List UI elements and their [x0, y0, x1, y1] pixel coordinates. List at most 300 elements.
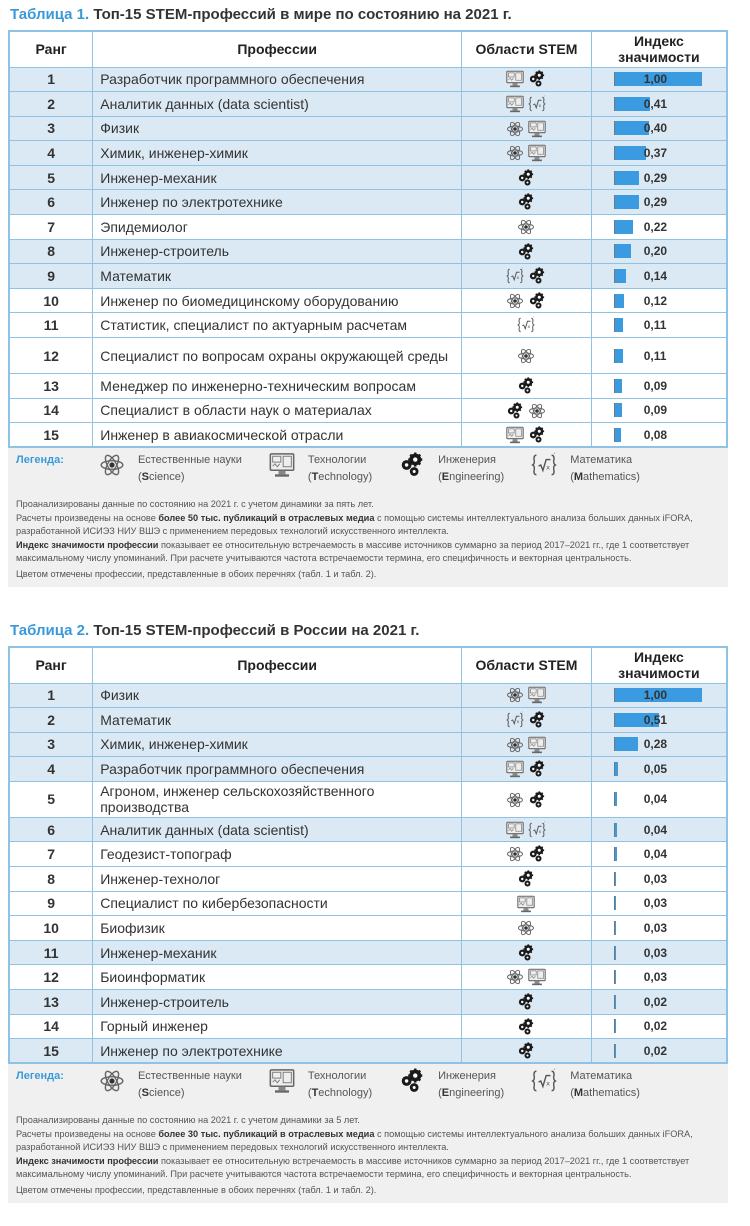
table-row — [9, 67, 727, 92]
index-cell — [591, 190, 727, 215]
legend — [16, 452, 720, 492]
svg-text:x: x — [516, 720, 520, 726]
note-text: показывает ее относительную встречаемость в массиве источников суммарно за период 2017–2021 гг., где 1 соответствует максимальному числу упоминаний. При расчете учитываются частота встречаемости термина, его специфичность и векторная центральность. — [16, 539, 690, 564]
engineering-icon — [516, 993, 536, 1011]
legend-label — [308, 1068, 372, 1102]
rank-cell: 7 — [9, 215, 93, 240]
index-value: 0,02 — [643, 994, 668, 1009]
legend-label-ru: Естественные науки — [138, 454, 242, 467]
table-row — [9, 141, 727, 166]
table-row — [9, 398, 727, 423]
legend-label-en: (Mathematics) — [570, 471, 640, 484]
stem-areas-cell — [462, 781, 592, 817]
stem-areas-cell — [462, 338, 592, 374]
index-cell — [591, 708, 727, 733]
index-cell — [591, 781, 727, 817]
table-row — [9, 867, 727, 892]
rank-cell: 1 — [9, 67, 93, 92]
legend-rest: echnology — [318, 1087, 369, 1100]
legend-label-en: (Science) — [138, 1087, 185, 1100]
index-value: 0,28 — [643, 737, 668, 752]
index-value: 0,02 — [643, 1043, 668, 1058]
engineering-icon — [505, 402, 525, 420]
index-cell — [591, 990, 727, 1015]
stem-areas-cell — [462, 67, 592, 92]
index-bar — [614, 946, 617, 960]
legend-item-mathematics — [530, 452, 640, 486]
legend-label-ru: Технологии — [307, 1070, 367, 1083]
legend-title: Легенда: — [16, 1070, 64, 1083]
profession-cell: Эпидемиолог — [93, 215, 462, 240]
note-line2 — [16, 1128, 720, 1155]
profession-cell: Менеджер по инженерно-техническим вопросам — [93, 374, 462, 399]
profession-cell: Математик — [93, 264, 462, 289]
header-index-line2: значимости — [618, 49, 700, 66]
table-row — [9, 817, 727, 842]
note-line1: Проанализированы данные по состоянию на 2021 г. с учетом динамики за 5 лет. — [16, 1115, 360, 1126]
note-text: показывает ее относительную встречаемость в массиве источников суммарно за период 2017–2021 гг., где 1 соответствует максимальному числу упоминаний. При расчете учитываются частота встречаемости термина, его специфичность и векторная центральность. — [16, 1155, 690, 1180]
stem-areas-cell — [462, 965, 592, 990]
science-icon — [516, 919, 536, 937]
stem-areas-cell — [462, 398, 592, 423]
rank-cell: 14 — [9, 1014, 93, 1039]
technology-icon — [268, 1068, 296, 1094]
rank-cell: 3 — [9, 732, 93, 757]
table2-section — [8, 620, 728, 1203]
index-value: 0,03 — [643, 945, 668, 960]
header-rank: Ранг — [9, 647, 93, 683]
index-cell — [591, 374, 727, 399]
profession-cell: Инженер-строитель — [93, 239, 462, 264]
profession-cell: Специалист в области наук о материалах — [93, 398, 462, 423]
mathematics-icon — [505, 711, 525, 729]
index-cell — [591, 92, 727, 117]
legend-label-en: (Technology) — [307, 471, 373, 484]
legend-label-en: (Mathematics) — [570, 1087, 640, 1100]
index-cell — [591, 1039, 727, 1064]
index-cell — [591, 141, 727, 166]
index-cell — [591, 965, 727, 990]
profession-cell: Геодезист-топограф — [93, 842, 462, 867]
stem-areas-cell — [462, 374, 592, 399]
profession-cell: Инженер-механик — [93, 165, 462, 190]
index-bar — [614, 970, 617, 984]
svg-text:x: x — [538, 829, 542, 835]
index-cell — [591, 264, 727, 289]
rank-cell: 8 — [9, 239, 93, 264]
table-row — [9, 708, 727, 733]
stem-areas-cell — [462, 92, 592, 117]
stem-areas-cell — [462, 817, 592, 842]
stem-areas-cell — [462, 891, 592, 916]
note-line3 — [16, 539, 720, 566]
rank-cell: 3 — [9, 116, 93, 141]
index-bar — [614, 171, 640, 185]
profession-cell: Химик, инженер-химик — [93, 732, 462, 757]
rank-cell: 5 — [9, 165, 93, 190]
engineering-icon — [527, 426, 547, 444]
table-row — [9, 116, 727, 141]
index-bar — [614, 921, 617, 935]
table1-caption-text: Топ-15 STEM-профессий в мире по состоянию на 2021 г. — [89, 6, 512, 23]
legend-label-en: (Engineering) — [438, 471, 505, 484]
header-index-line2: значимости — [618, 665, 700, 682]
science-icon — [505, 736, 525, 754]
svg-text:x: x — [546, 1079, 551, 1088]
legend-label — [308, 452, 372, 486]
legend-label-ru: Математика — [570, 1070, 633, 1083]
legend-rest: echnology — [318, 471, 369, 484]
table-row — [9, 757, 727, 782]
legend-rest: ngineering — [449, 1087, 501, 1100]
profession-cell: Аналитик данных (data scientist) — [93, 92, 462, 117]
stem-areas-cell — [462, 190, 592, 215]
index-bar — [614, 995, 616, 1009]
note-line4: Цветом отмечены профессии, представленные в обоих перечнях (табл. 1 и табл. 2). — [16, 1184, 377, 1195]
table-row — [9, 732, 727, 757]
legend-label — [138, 452, 242, 486]
index-cell — [591, 757, 727, 782]
table-row — [9, 990, 727, 1015]
note-bold: Индекс значимости профессии — [16, 1155, 159, 1166]
legend-label-en: (Science) — [138, 471, 185, 484]
legend-item-technology — [268, 1068, 372, 1102]
table-row — [9, 781, 727, 817]
stem-areas-cell — [462, 867, 592, 892]
index-value: 0,11 — [643, 348, 667, 363]
table1-notes — [16, 498, 720, 581]
technology-icon — [527, 686, 547, 704]
legend-initial: S — [141, 1087, 150, 1100]
stem-areas-cell — [462, 757, 592, 782]
technology-icon — [527, 968, 547, 986]
table-row — [9, 965, 727, 990]
index-value: 0,08 — [643, 427, 668, 442]
rank-cell: 7 — [9, 842, 93, 867]
table2-caption-text: Топ-15 STEM-профессий в России на 2021 г. — [89, 622, 420, 639]
legend-initial: E — [441, 1087, 450, 1100]
profession-cell: Статистик, специалист по актуарным расчетам — [93, 313, 462, 338]
table1-header-row — [9, 31, 727, 67]
index-value: 0,03 — [643, 970, 668, 985]
science-icon — [516, 218, 536, 236]
header-index-line1: Индекс — [633, 649, 684, 666]
legend-label — [570, 1068, 640, 1102]
profession-cell: Математик — [93, 708, 462, 733]
legend-initial: S — [141, 471, 150, 484]
svg-text:': ' — [522, 711, 524, 716]
index-bar — [614, 403, 622, 417]
index-value: 0,04 — [643, 792, 668, 807]
technology-icon — [505, 95, 525, 113]
table-row — [9, 423, 727, 448]
index-value: 0,29 — [643, 170, 668, 185]
engineering-icon — [516, 377, 536, 395]
index-bar — [614, 349, 624, 363]
science-icon — [505, 686, 525, 704]
mathematics-icon — [516, 316, 536, 334]
index-bar — [614, 1019, 616, 1033]
rank-cell: 10 — [9, 288, 93, 313]
legend-initial: T — [311, 1087, 319, 1100]
rank-cell: 5 — [9, 781, 93, 817]
legend-rest: cience — [149, 471, 181, 484]
legend-label-en: (Technology) — [307, 1087, 373, 1100]
table-row — [9, 313, 727, 338]
note-text: Расчеты произведены на основе — [16, 512, 159, 523]
table-row — [9, 374, 727, 399]
table2-header-row — [9, 647, 727, 683]
svg-text:': ' — [544, 95, 546, 100]
table-row — [9, 1014, 727, 1039]
index-value: 0,09 — [643, 378, 668, 393]
index-cell — [591, 215, 727, 240]
table2-body — [9, 683, 727, 1063]
science-icon — [505, 791, 525, 809]
legend-label-ru: Инженерия — [438, 454, 496, 467]
header-profession: Профессии — [93, 31, 462, 67]
note-text: Расчеты произведены на основе — [16, 1128, 159, 1139]
table2-notes — [16, 1114, 720, 1197]
index-value: 0,41 — [643, 96, 668, 111]
rank-cell: 9 — [9, 264, 93, 289]
index-value: 0,12 — [643, 293, 668, 308]
stem-areas-cell — [462, 940, 592, 965]
stem-areas-cell — [462, 842, 592, 867]
note-text: с помощью системы интеллектуального анализа больших данных iFORA, разработанной ИСИЭЗ НИУ ВШЭ с применением передовых технологий искусственного интеллекта. — [16, 512, 693, 537]
rank-cell: 9 — [9, 891, 93, 916]
stem-areas-cell — [462, 683, 592, 708]
svg-text:': ' — [522, 267, 524, 272]
engineering-icon — [516, 243, 536, 261]
index-bar — [614, 896, 617, 910]
profession-cell: Инженер-строитель — [93, 990, 462, 1015]
index-bar — [614, 195, 640, 209]
svg-text:': ' — [553, 1068, 556, 1075]
engineering-icon — [516, 1018, 536, 1036]
profession-cell: Разработчик программного обеспечения — [93, 67, 462, 92]
index-value: 0,02 — [643, 1019, 668, 1034]
index-bar — [614, 792, 618, 806]
svg-text:': ' — [553, 452, 556, 459]
rank-cell: 11 — [9, 313, 93, 338]
table1-section — [8, 4, 728, 587]
index-value: 0,05 — [643, 762, 668, 777]
mathematics-icon — [530, 452, 558, 478]
stem-areas-cell — [462, 141, 592, 166]
index-value: 0,22 — [643, 219, 668, 234]
profession-cell: Физик — [93, 683, 462, 708]
mathematics-icon — [530, 1068, 558, 1094]
science-icon — [505, 845, 525, 863]
profession-cell: Разработчик программного обеспечения — [93, 757, 462, 782]
profession-cell: Аналитик данных (data scientist) — [93, 817, 462, 842]
technology-icon — [505, 760, 525, 778]
legend-rest: ngineering — [449, 471, 501, 484]
stem-areas-cell — [462, 708, 592, 733]
stem-areas-cell — [462, 916, 592, 941]
table2-caption — [8, 620, 728, 642]
svg-text:x: x — [538, 104, 542, 110]
note-bold: более 30 тыс. публикаций в отраслевых медиа — [158, 1128, 375, 1139]
legend-initial: M — [573, 471, 584, 484]
table-row — [9, 338, 727, 374]
index-cell — [591, 165, 727, 190]
note-line4: Цветом отмечены профессии, представленные в обоих перечнях (табл. 1 и табл. 2). — [16, 568, 377, 579]
technology-icon — [527, 144, 547, 162]
table-row — [9, 891, 727, 916]
profession-cell: Инженер по электротехнике — [93, 190, 462, 215]
legend-item-mathematics — [530, 1068, 640, 1102]
index-cell — [591, 1014, 727, 1039]
index-bar — [614, 318, 624, 332]
index-cell — [591, 423, 727, 448]
science-icon — [505, 120, 525, 138]
stem-areas-cell — [462, 1014, 592, 1039]
index-value: 0,40 — [643, 121, 668, 136]
stem-areas-cell — [462, 215, 592, 240]
table-row — [9, 916, 727, 941]
index-value: 0,14 — [643, 269, 668, 284]
index-cell — [591, 732, 727, 757]
note-text: с помощью системы интеллектуального анализа больших данных iFORA, разработанной ИСИЭЗ НИУ ВШЭ с применением передовых технологий искусственного интеллекта. — [16, 1128, 693, 1153]
profession-cell: Инженер по электротехнике — [93, 1039, 462, 1064]
legend-label-en: (Engineering) — [438, 1087, 505, 1100]
table1-caption-number: Таблица 1. — [10, 6, 90, 23]
table-row — [9, 842, 727, 867]
index-value: 0,29 — [643, 195, 668, 210]
engineering-icon — [516, 193, 536, 211]
legend-label-ru: Технологии — [307, 454, 367, 467]
index-value: 0,03 — [643, 921, 668, 936]
engineering-icon — [527, 760, 547, 778]
rank-cell: 4 — [9, 141, 93, 166]
table-row — [9, 215, 727, 240]
table1-caption — [8, 4, 728, 26]
table-row — [9, 683, 727, 708]
rank-cell: 15 — [9, 423, 93, 448]
legend-item-science — [98, 452, 242, 486]
index-cell — [591, 683, 727, 708]
rank-cell: 10 — [9, 916, 93, 941]
index-cell — [591, 338, 727, 374]
science-icon — [98, 452, 126, 478]
engineering-icon — [516, 169, 536, 187]
header-index-line1: Индекс — [633, 33, 684, 50]
rank-cell: 1 — [9, 683, 93, 708]
index-bar — [614, 1044, 616, 1058]
svg-text:x: x — [546, 463, 551, 472]
index-value: 1,00 — [643, 688, 668, 703]
rank-cell: 15 — [9, 1039, 93, 1064]
legend-label — [570, 452, 640, 486]
profession-cell: Химик, инженер-химик — [93, 141, 462, 166]
legend-item-engineering — [398, 1068, 504, 1102]
legend-label-ru: Математика — [570, 454, 633, 467]
profession-cell: Инженер в авиакосмической отрасли — [93, 423, 462, 448]
engineering-icon — [516, 870, 536, 888]
engineering-icon — [398, 1068, 426, 1094]
index-value: 0,04 — [643, 847, 668, 862]
legend-item-science — [98, 1068, 242, 1102]
mathematics-icon — [505, 267, 525, 285]
rank-cell: 2 — [9, 708, 93, 733]
legend-label — [438, 1068, 504, 1102]
profession-cell: Инженер-технолог — [93, 867, 462, 892]
engineering-icon — [516, 1042, 536, 1060]
engineering-icon — [398, 452, 426, 478]
engineering-icon — [527, 845, 547, 863]
index-bar — [614, 737, 639, 751]
rank-cell: 6 — [9, 817, 93, 842]
index-value: 1,00 — [643, 72, 668, 87]
stem-areas-cell — [462, 732, 592, 757]
table1-legend-box — [8, 448, 728, 587]
index-cell — [591, 916, 727, 941]
profession-cell: Инженер по биомедицинскому оборудованию — [93, 288, 462, 313]
technology-icon — [268, 452, 296, 478]
index-bar — [614, 269, 626, 283]
svg-text:x: x — [516, 276, 520, 282]
table-row — [9, 264, 727, 289]
legend-rest: cience — [149, 1087, 181, 1100]
stem-areas-cell — [462, 990, 592, 1015]
profession-cell: Биофизик — [93, 916, 462, 941]
table-row — [9, 1039, 727, 1064]
legend-title: Легенда: — [16, 454, 64, 467]
rank-cell: 8 — [9, 867, 93, 892]
index-cell — [591, 288, 727, 313]
stem-areas-cell — [462, 313, 592, 338]
index-value: 0,04 — [643, 822, 668, 837]
stem-areas-cell — [462, 165, 592, 190]
rank-cell: 2 — [9, 92, 93, 117]
table-row — [9, 288, 727, 313]
stem-areas-cell — [462, 288, 592, 313]
stem-areas-cell — [462, 239, 592, 264]
header-profession: Профессии — [93, 647, 462, 683]
index-cell — [591, 67, 727, 92]
index-cell — [591, 239, 727, 264]
table2-caption-number: Таблица 2. — [10, 622, 90, 639]
table-row — [9, 940, 727, 965]
rank-cell: 4 — [9, 757, 93, 782]
index-bar — [614, 428, 621, 442]
table-row — [9, 92, 727, 117]
rank-cell: 11 — [9, 940, 93, 965]
index-cell — [591, 867, 727, 892]
legend-item-engineering — [398, 452, 504, 486]
legend-initial: T — [311, 471, 319, 484]
note-bold: более 50 тыс. публикаций в отраслевых медиа — [158, 512, 375, 523]
index-cell — [591, 891, 727, 916]
engineering-icon — [527, 292, 547, 310]
index-cell — [591, 313, 727, 338]
header-stem: Области STEM — [462, 647, 592, 683]
index-bar — [614, 220, 633, 234]
index-cell — [591, 842, 727, 867]
header-rank: Ранг — [9, 31, 93, 67]
legend-item-technology — [268, 452, 372, 486]
mathematics-icon — [527, 821, 547, 839]
svg-text:x: x — [527, 325, 531, 331]
technology-icon — [505, 70, 525, 88]
engineering-icon — [527, 791, 547, 809]
header-stem: Области STEM — [462, 31, 592, 67]
index-bar — [614, 146, 647, 160]
profession-cell: Биоинформатик — [93, 965, 462, 990]
note-bold: Индекс значимости профессии — [16, 539, 159, 550]
